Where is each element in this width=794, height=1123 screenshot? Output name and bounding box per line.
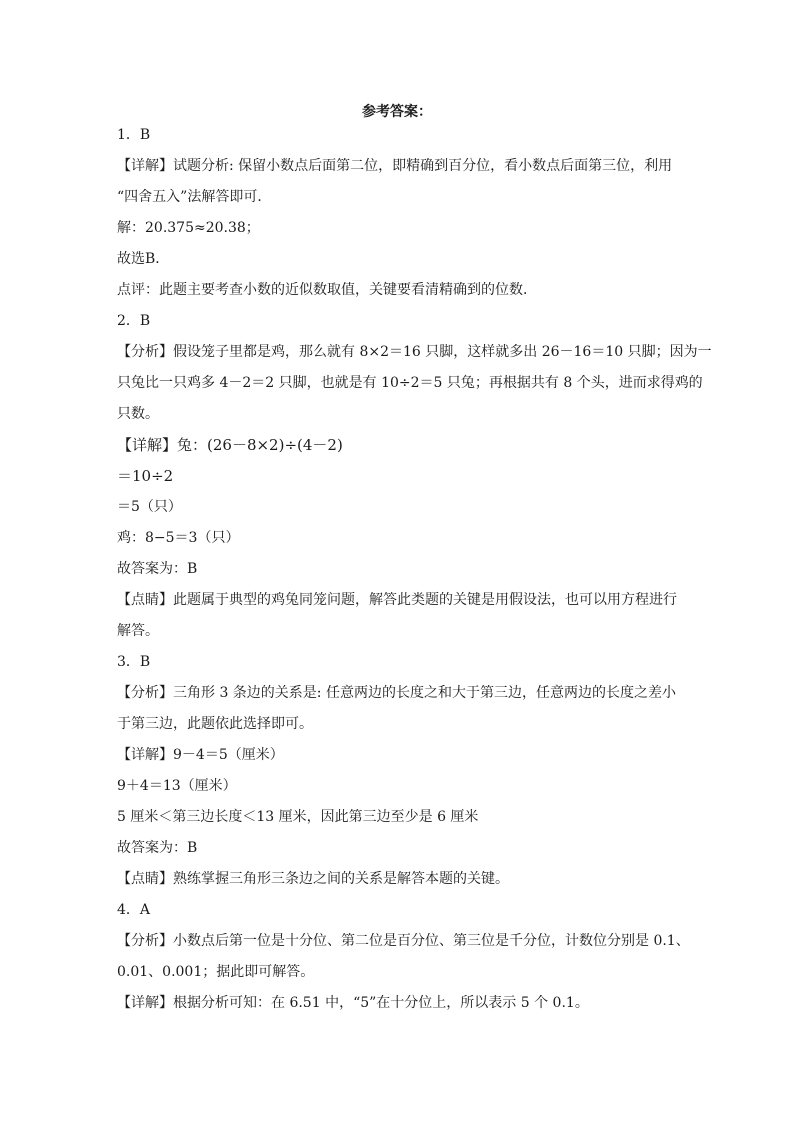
answer-line: 故选B． — [117, 251, 170, 267]
answer-line: 【点睛】此题属于典型的鸡兔同笼问题，解答此类题的关键是用假设法，也可以用方程进行 — [117, 592, 677, 608]
answer-line: 于第三边，此题依此选择即可。 — [117, 716, 313, 732]
answer-line: 【分析】三角形 3 条边的关系是: 任意两边的长度之和大于第三边，任意两边的长度之差小 — [117, 685, 676, 701]
answer-line: 故答案为：B — [117, 840, 198, 856]
answer-line: 1．B — [117, 127, 151, 143]
answer-line: 点评：此题主要考查小数的近似数取值，关键要看清精确到的位数． — [117, 282, 537, 298]
answer-line: 只数。 — [117, 406, 159, 422]
answer-line: 4．A — [117, 902, 151, 918]
answer-line: 【分析】小数点后第一位是十分位、第二位是百分位、第三位是千分位，计数位分别是 0.1、 — [117, 933, 690, 949]
answer-line: 只兔比一只鸡多 4－2＝2 只脚，也就是有 10÷2＝5 只兔；再根据共有 8 个头，进而求得鸡的 — [117, 375, 703, 391]
answer-content — [117, 120, 712, 1019]
answer-line: 3．B — [117, 654, 151, 670]
answer-line: 鸡：8−5＝3（只） — [117, 530, 240, 546]
answer-line: 0.01、0.001；据此即可解答。 — [117, 964, 315, 980]
answer-line: ＝10÷2 — [117, 467, 174, 485]
answer-line: 【点睛】熟练掌握三角形三条边之间的关系是解答本题的关键。 — [117, 871, 509, 887]
answer-line: 【详解】根据分析可知：在 6.51 中，“5”在十分位上，所以表示 5 个 0.1。 — [117, 995, 589, 1011]
answer-line: 【详解】9－4＝5（厘米） — [117, 747, 284, 763]
page-title: 参考答案： — [362, 104, 432, 120]
answer-line: ＝5（只） — [117, 499, 182, 515]
answer-line: 【分析】假设笼子里都是鸡，那么就有 8×2＝16 只脚，这样就多出 26－16＝10 只脚；因为一 — [117, 344, 712, 360]
answer-line: 解答。 — [117, 623, 159, 639]
answer-line: 5 厘米＜第三边长度＜13 厘米，因此第三边至少是 6 厘米 — [117, 809, 479, 825]
answer-line: 9＋4＝13（厘米） — [117, 778, 237, 794]
answer-line: 【详解】试题分析: 保留小数点后面第二位，即精确到百分位，看小数点后面第三位，利用 — [117, 158, 673, 174]
answer-line: 2．B — [117, 313, 151, 329]
answer-line: “四舍五入”法解答即可． — [117, 189, 272, 205]
answer-line: 解：20.375≈20.38； — [117, 220, 260, 236]
answer-line: 【详解】兔：(26－8×2)÷(4－2) — [117, 436, 343, 454]
answer-line: 故答案为：B — [117, 561, 198, 577]
